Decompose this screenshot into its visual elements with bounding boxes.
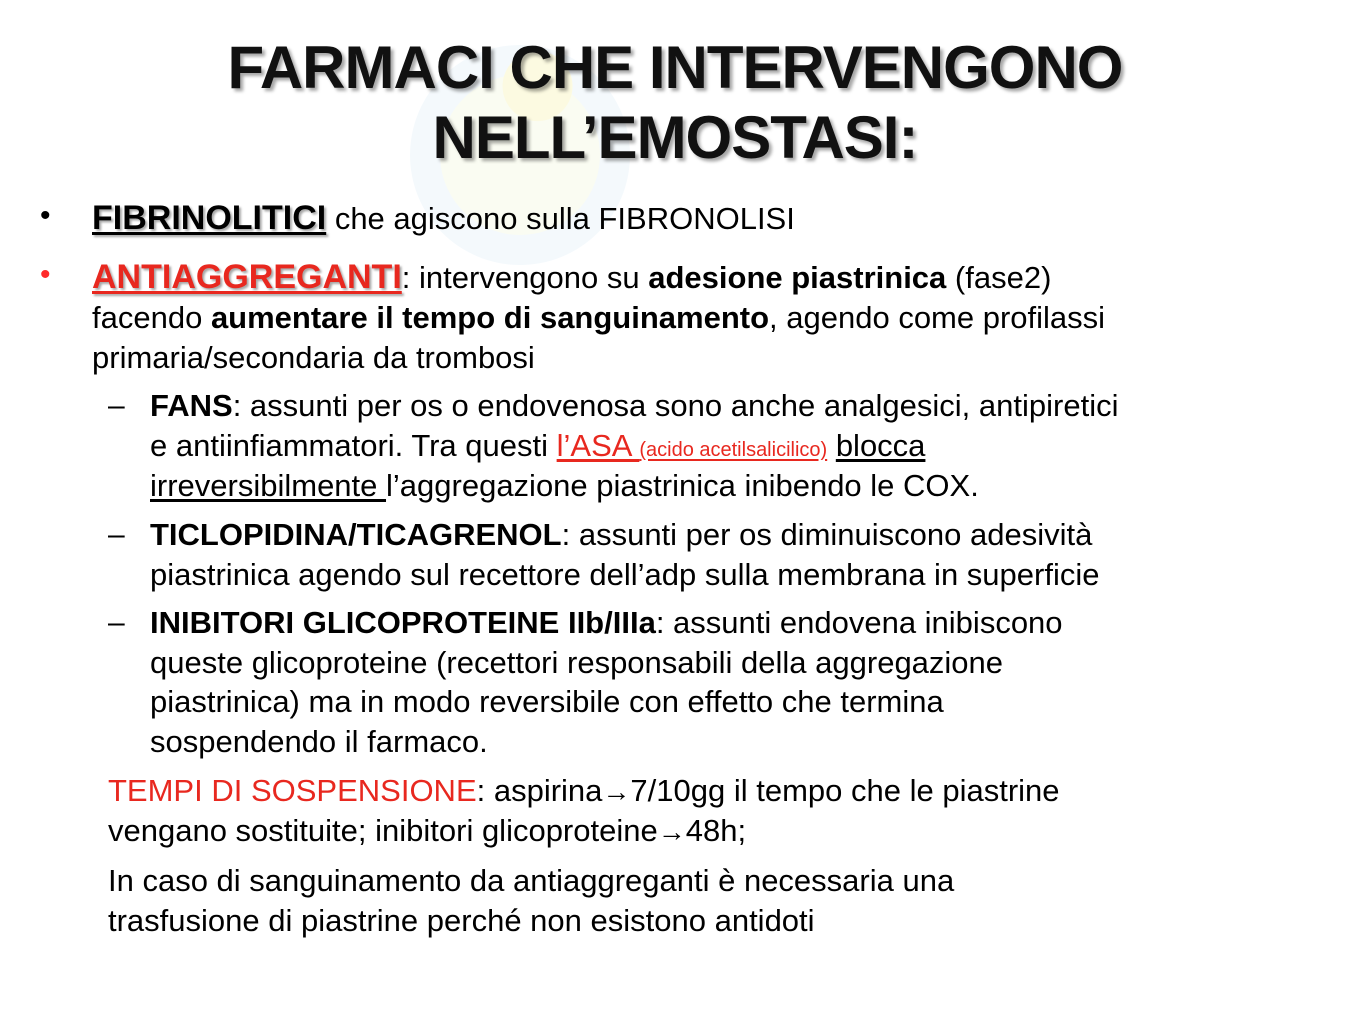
fans-space <box>827 428 836 463</box>
antiaggreganti-bold-a: adesione piastrinica <box>648 260 947 295</box>
inibitori-line3: piastrinica) ma in modo reversibile con effetto che termina <box>150 684 944 719</box>
tempi-text-a: : aspirina <box>476 773 603 808</box>
arrow-right-icon: → <box>602 776 631 807</box>
slide-title-line2: NELL’EMOSTASI: <box>432 104 918 171</box>
fibrinolitici-term: FIBRINOLITICI <box>92 199 327 237</box>
inibitori-term: INIBITORI GLICOPROTEINE IIb/IIIa <box>150 605 656 640</box>
fans-text-b: e antiinfiammatori. Tra questi <box>150 428 557 463</box>
fans-text-a: : assunti per os o endovenosa sono anche analgesici, antipiretici <box>232 388 1119 423</box>
tempi-text-c: vengano sostituite; inibitori glicoproteine <box>108 813 658 848</box>
tempi-term: TEMPI DI SOSPENSIONE <box>108 773 477 808</box>
fibrinolitici-text: che agiscono sulla FIBRONOLISI <box>326 201 795 236</box>
ticlopidina-line1 <box>150 515 1092 555</box>
asa-small: (acido acetilsalicilico) <box>639 439 828 461</box>
antiaggreganti-text-b: (fase2) <box>946 260 1052 295</box>
fibrinolitici-line <box>92 198 795 239</box>
antiaggreganti-line1 <box>92 257 1051 298</box>
caso-line2: trasfusione di piastrine perché non esistono antidoti <box>108 903 815 938</box>
dash-icon: – <box>108 518 125 551</box>
inibitori-line1 <box>150 603 1063 643</box>
fans-text-d: l’aggregazione piastrinica inibendo le COX. <box>386 468 979 503</box>
caso-line1: In caso di sanguinamento da antiaggreganti è necessaria una <box>108 863 955 898</box>
tempi-text-d: 48h; <box>685 813 747 848</box>
colon: : <box>401 260 411 295</box>
dash-icon: – <box>108 606 125 639</box>
dash-icon: – <box>108 389 125 422</box>
antiaggreganti-text-c: facendo <box>92 300 211 335</box>
inibitori-text-a: : assunti endovena inibiscono <box>655 605 1063 640</box>
fans-line2 <box>150 426 925 470</box>
arrow-right-icon: → <box>657 816 686 847</box>
inibitori-line2: queste glicoproteine (recettori responsabili della aggregazione <box>150 645 1004 680</box>
ticlopidina-line2: piastrinica agendo sul recettore dell’adp sulla membrana in superficie <box>150 557 1100 592</box>
antiaggreganti-text-d: , agendo come profilassi <box>769 300 1106 335</box>
antiaggreganti-line3: primaria/secondaria da trombosi <box>92 340 535 375</box>
fans-term: FANS <box>150 388 233 423</box>
asa-link: l’ASA <box>556 428 640 463</box>
antiaggreganti-term: ANTIAGGREGANTI <box>92 258 402 296</box>
antiaggreganti-bold-b: aumentare il tempo di sanguinamento <box>210 300 770 335</box>
inibitori-line4: sospendendo il farmaco. <box>150 724 488 759</box>
slide-title-line1: FARMACI CHE INTERVENGONO <box>227 34 1123 101</box>
antiaggreganti-line2 <box>92 298 1105 338</box>
bullet-icon: • <box>40 199 51 232</box>
fans-line3 <box>150 466 979 506</box>
ticlopidina-term: TICLOPIDINA/TICAGRENOL <box>150 517 562 552</box>
fans-line1 <box>150 386 1118 426</box>
antiaggreganti-text-a: intervengono su <box>410 260 649 295</box>
tempi-line1 <box>108 771 1060 812</box>
tempi-line2 <box>108 811 746 852</box>
ticlopidina-text-a: : assunti per os diminuiscono adesività <box>561 517 1093 552</box>
red-bullet-icon: • <box>40 258 51 291</box>
fans-irreversibilmente: irreversibilmente <box>150 468 387 503</box>
fans-blocca: blocca <box>835 428 926 463</box>
tempi-text-b: 7/10gg il tempo che le piastrine <box>630 773 1060 808</box>
